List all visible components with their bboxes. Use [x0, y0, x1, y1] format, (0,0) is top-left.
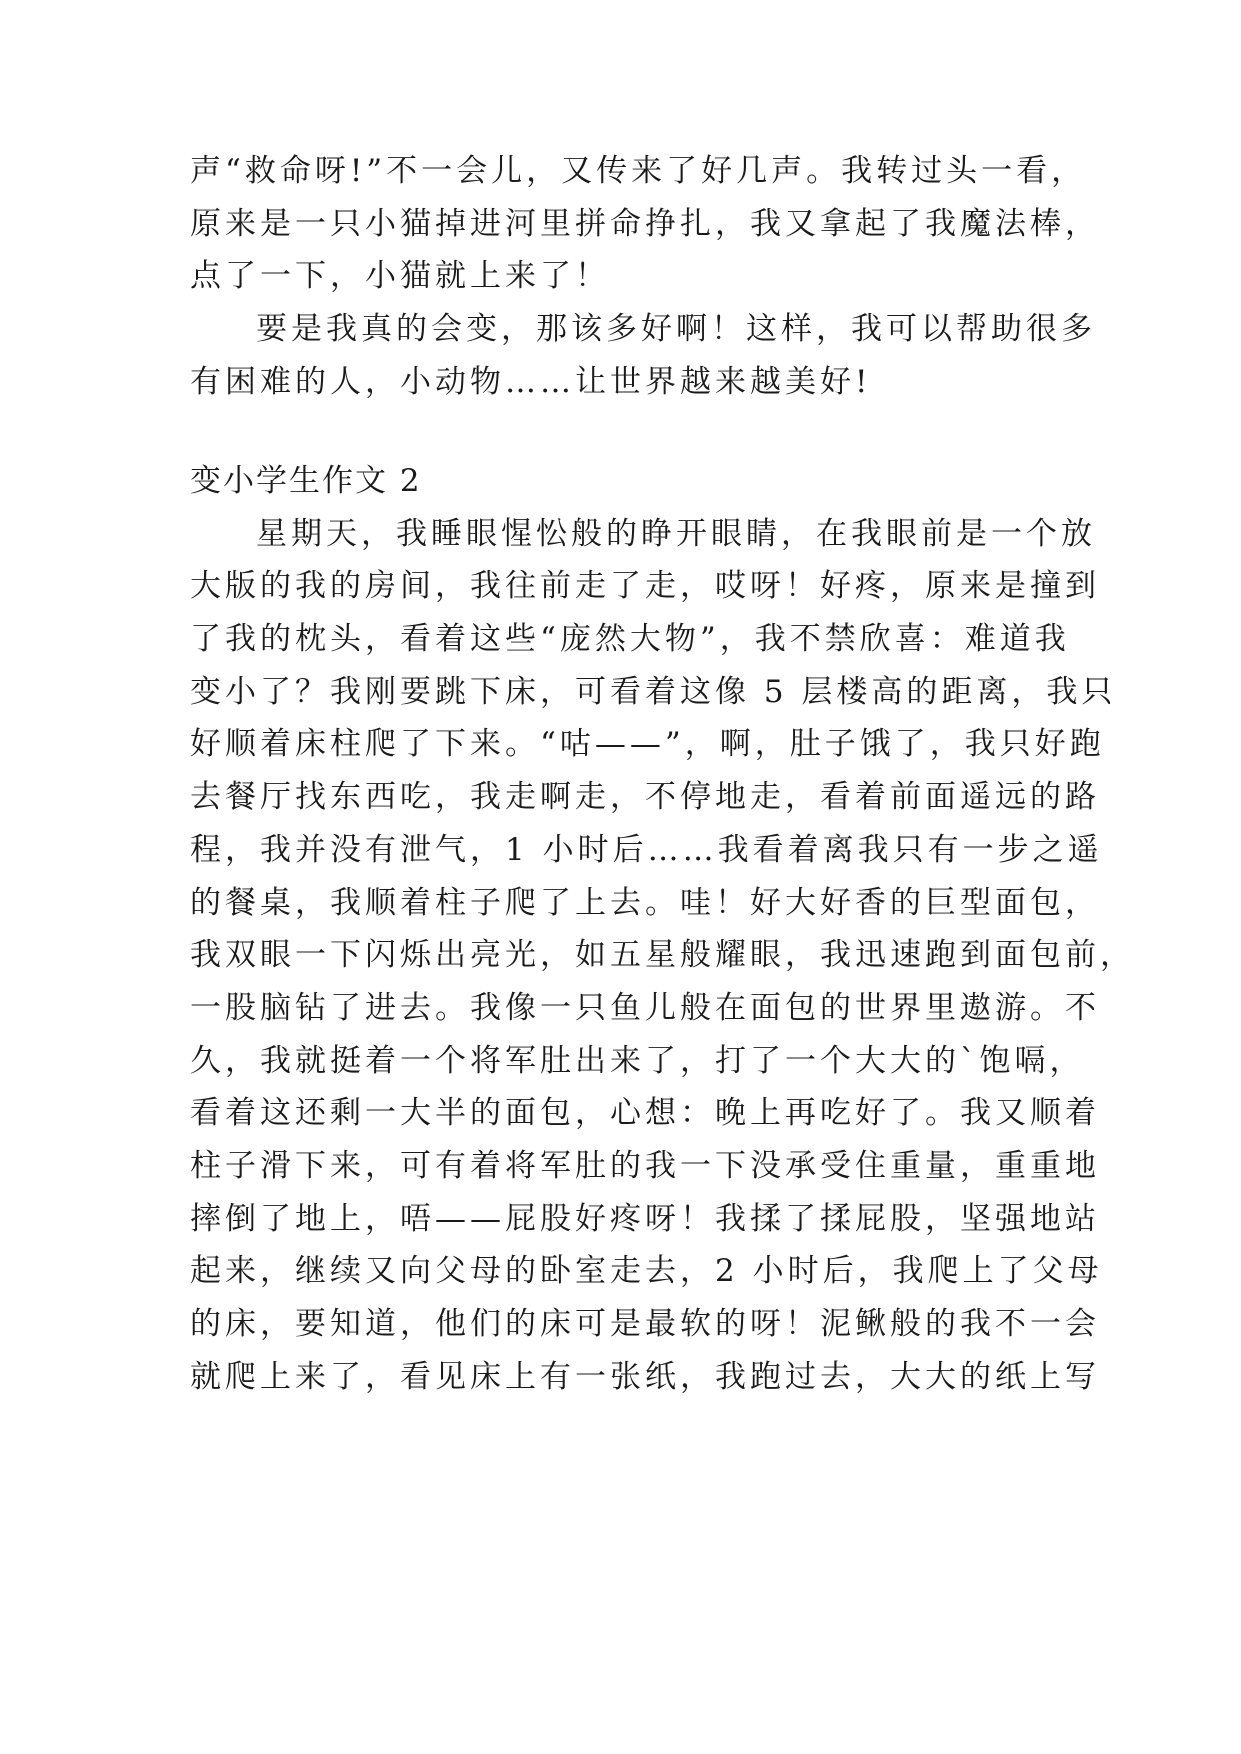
paragraph-line: 了我的枕头，看着这些“庞然大物”，我不禁欣喜：难道我 — [190, 621, 1070, 657]
paragraph-line: 有困难的人，小动物……让世界越来越美好! — [190, 364, 872, 400]
paragraph-line: 久，我就挺着一个将军肚出来了，打了一个大大的`饱嗝， — [190, 1043, 1085, 1079]
paragraph-line: 变小了？我刚要跳下床，可看着这像 5 层楼高的距离，我只 — [190, 674, 1117, 710]
paragraph-line: 的餐桌，我顺着柱子爬了上去。哇！好大好香的巨型面包， — [190, 885, 1100, 921]
paragraph-line: 我双眼一下闪烁出亮光，如五星般耀眼，我迅速跑到面包前， — [190, 937, 1135, 973]
paragraph-line: 起来，继续又向父母的卧室走去，2 小时后，我爬上了父母 — [190, 1253, 1103, 1289]
paragraph-line: 星期天，我睡眼惺忪般的睁开眼睛，在我眼前是一个放 — [256, 516, 1096, 552]
paragraph-line: 看着这还剩一大半的面包，心想：晚上再吃好了。我又顺着 — [190, 1095, 1100, 1131]
paragraph-line: 的床，要知道，他们的床可是最软的呀！泥鳅般的我不一会 — [190, 1306, 1100, 1342]
paragraph-line: 一股脑钻了进去。我像一只鱼儿般在面包的世界里遨游。不 — [190, 990, 1100, 1026]
essay-heading: 变小学生作文 2 — [190, 463, 422, 499]
paragraph-line: 摔倒了地上，唔——屁股好疼呀！我揉了揉屁股，坚强地站 — [190, 1201, 1100, 1237]
paragraph-line: 程，我并没有泄气，1 小时后……我看着离我只有一步之遥 — [190, 832, 1103, 868]
paragraph-line: 柱子滑下来，可有着将军肚的我一下没承受住重量，重重地 — [190, 1148, 1100, 1184]
paragraph-line: 要是我真的会变，那该多好啊！这样，我可以帮助很多 — [256, 311, 1096, 347]
paragraph-line: 就爬上来了，看见床上有一张纸，我跑过去，大大的纸上写 — [190, 1359, 1100, 1395]
paragraph-line: 大版的我的房间，我往前走了走，哎呀！好疼，原来是撞到 — [190, 568, 1100, 604]
paragraph-line: 点了一下，小猫就上来了！ — [190, 258, 610, 294]
paragraph-line: 原来是一只小猫掉进河里拼命挣扎，我又拿起了我魔法棒， — [190, 206, 1100, 242]
paragraph-line: 去餐厅找东西吃，我走啊走，不停地走，看着前面遥远的路 — [190, 779, 1100, 815]
paragraph-line: 声“救命呀!”不一会儿，又传来了好几声。我转过头一看， — [190, 153, 1087, 189]
paragraph-line: 好顺着床柱爬了下来。“咕——”，啊，肚子饿了，我只好跑 — [190, 726, 1105, 762]
